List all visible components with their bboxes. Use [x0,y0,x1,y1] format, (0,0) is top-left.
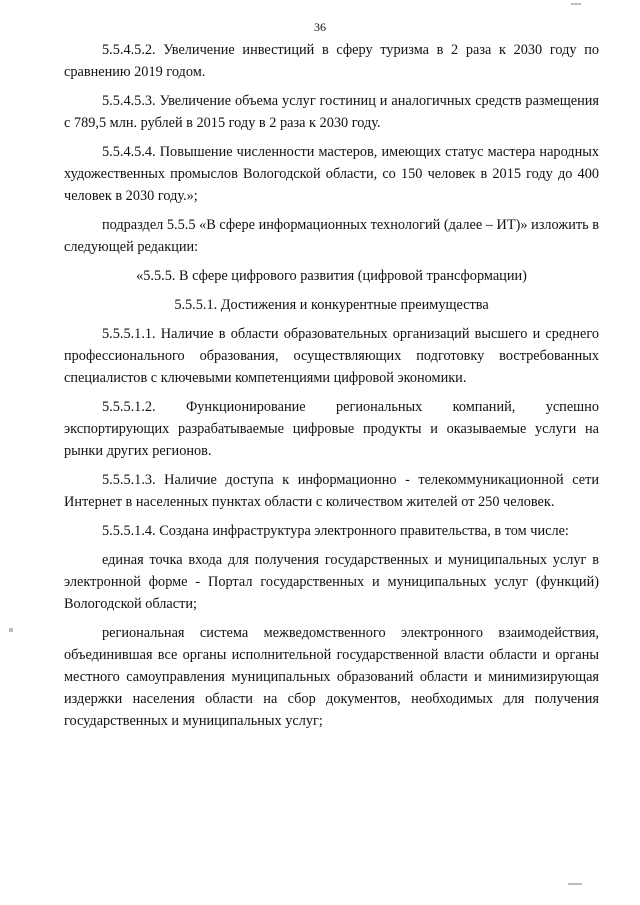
document-body [64,39,599,739]
paragraph-5-5-4-5-3: 5.5.4.5.3. Увеличение объема услуг гостиниц и аналогичных средств размещения с 789,5 млн. рублей в 2015 году в 2 раза к 2030 году. [64,93,599,131]
section-heading-5-5-5: «5.5.5. В сфере цифрового развития (цифровой трансформации) [136,268,527,284]
scan-artifact-bottom-right [568,883,582,885]
scan-artifact-top-right [571,3,581,5]
scan-artifact-left-margin [9,628,13,632]
paragraph-subsection-instruction: подраздел 5.5.5 «В сфере информационных технологий (далее – ИТ)» изложить в следующей редакции: [64,217,599,255]
paragraph-regional-system: региональная система межведомственного электронного взаимодействия, объединившая все органы исполнительной государственной власти области и органы местного самоуправления муниципальных образований области и минимизирующая издержки населения области на сбор документов, необходимых для получения государственных и муниципальных услуг; [64,625,599,729]
paragraph-5-5-4-5-4: 5.5.4.5.4. Повышение численности мастеров, имеющих статус мастера народных художественных промыслов Вологодской области, со 150 человек в 2015 году до 400 человек в 2030 году.»; [64,144,599,204]
paragraph-5-5-5-1-1: 5.5.5.1.1. Наличие в области образовательных организаций высшего и среднего профессионального образования, осуществляющих подготовку востребованных специалистов с ключевыми компетенциями цифровой экономики. [64,326,599,386]
paragraph-single-entry-point: единая точка входа для получения государственных и муниципальных услуг в электронной форме - Портал государственных и муниципальных услуг (функций) Вологодской области; [64,552,599,612]
paragraph-5-5-5-1-3: 5.5.5.1.3. Наличие доступа к информационно - телекоммуникационной сети Интернет в населенных пунктах области с количеством жителей от 250 человек. [64,472,599,510]
paragraph-5-5-5-1-2: 5.5.5.1.2. Функционирование региональных компаний, успешно экспортирующих разрабатываемые цифровые продукты и оказываемые услуги на рынки других регионов. [64,399,599,459]
page-number: 36 [314,20,326,34]
paragraph-5-5-4-5-2: 5.5.4.5.2. Увеличение инвестиций в сферу туризма в 2 раза к 2030 году по сравнению 2019 годом. [64,42,599,80]
subheading-5-5-5-1: 5.5.5.1. Достижения и конкурентные преимущества [174,297,489,313]
paragraph-5-5-5-1-4: 5.5.5.1.4. Создана инфраструктура электронного правительства, в том числе: [102,523,569,539]
